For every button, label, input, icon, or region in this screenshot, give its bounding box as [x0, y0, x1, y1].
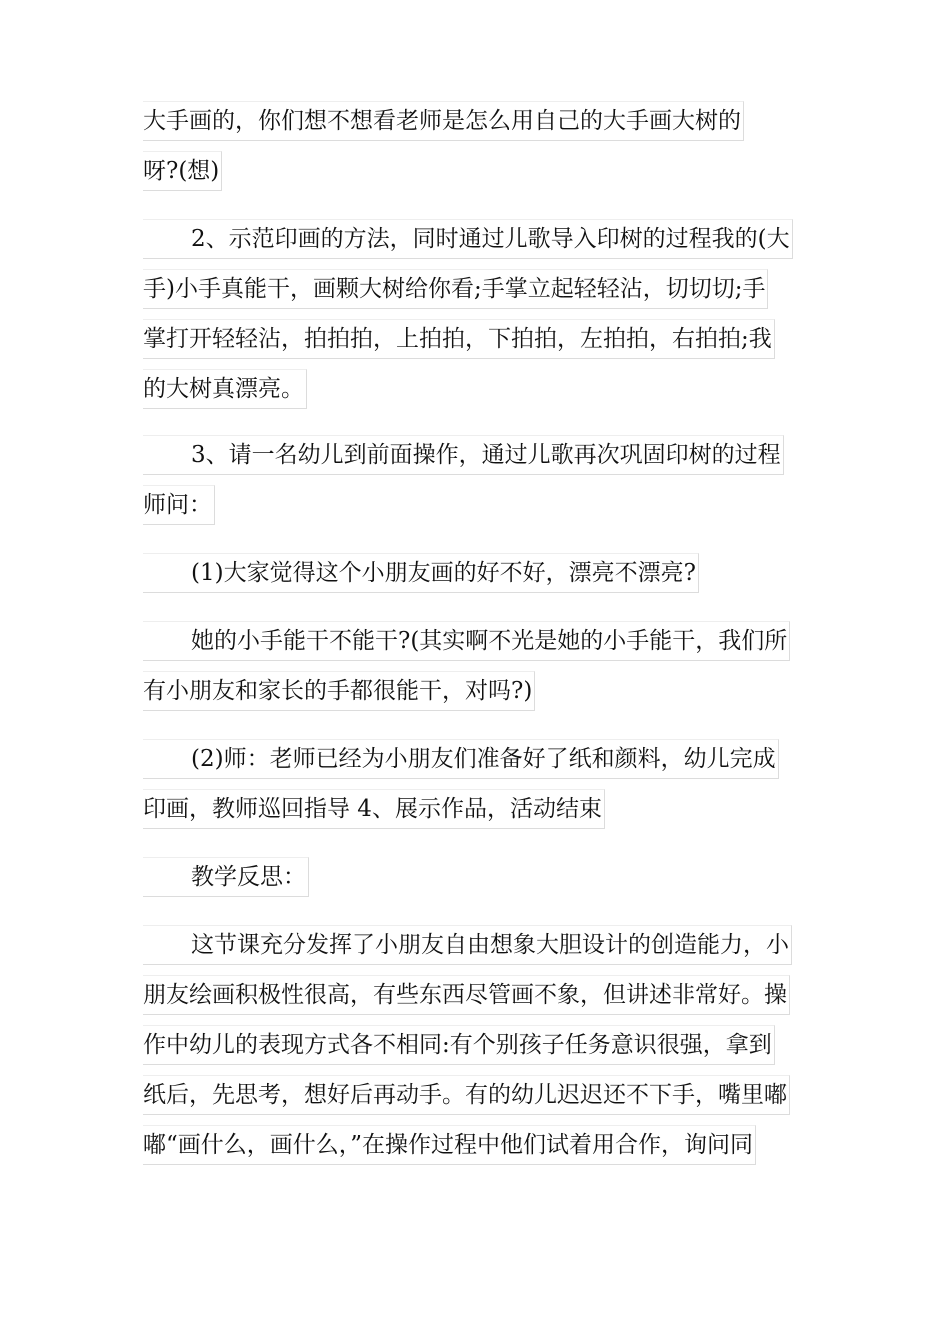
- section-heading: 教学反思：: [143, 857, 309, 897]
- text-line: 师问：: [143, 485, 215, 525]
- paragraph-line: (2)师：老师已经为小朋友们准备好了纸和颜料，幼儿完成: [143, 739, 779, 779]
- paragraph-line: (1)大家觉得这个小朋友画的好不好，漂亮不漂亮?: [143, 553, 699, 593]
- text-line: 手)小手真能干，画颗大树给你看;手掌立起轻轻沾，切切切;手: [143, 269, 768, 309]
- text-line: 朋友绘画积极性很高，有些东西尽管画不象，但讲述非常好。操: [143, 975, 790, 1015]
- paragraph-line: 这节课充分发挥了小朋友自由想象大胆设计的创造能力，小: [143, 925, 792, 965]
- paragraph-line: 2、示范印画的方法，同时通过儿歌导入印树的过程我的(大: [143, 219, 793, 259]
- paragraph-line: 她的小手能干不能干?(其实啊不光是她的小手能干，我们所: [143, 621, 790, 661]
- text-line: 大手画的，你们想不想看老师是怎么用自己的大手画大树的: [143, 101, 744, 141]
- text-line: 作中幼儿的表现方式各不相同:有个别孩子任务意识很强，拿到: [143, 1025, 775, 1065]
- text-line: 印画，教师巡回指导 4、展示作品，活动结束: [143, 789, 605, 829]
- text-line: 掌打开轻轻沾，拍拍拍，上拍拍，下拍拍，左拍拍，右拍拍;我: [143, 319, 775, 359]
- text-line: 的大树真漂亮。: [143, 369, 307, 409]
- text-line: 纸后，先思考，想好后再动手。有的幼儿迟迟还不下手，嘴里嘟: [143, 1075, 790, 1115]
- paragraph-line: 3、请一名幼儿到前面操作，通过儿歌再次巩固印树的过程: [143, 435, 784, 475]
- text-line: 呀?(想): [143, 151, 222, 191]
- text-line: 有小朋友和家长的手都很能干，对吗?): [143, 671, 535, 711]
- text-line: 嘟“画什么，画什么，”在操作过程中他们试着用合作，询问同: [143, 1125, 756, 1165]
